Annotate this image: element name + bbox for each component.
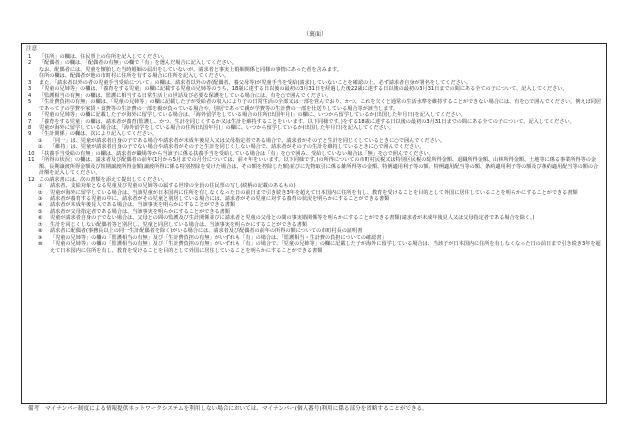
- note-number: 12: [28, 176, 35, 183]
- note-number: 6: [28, 112, 32, 119]
- footer-label: 備考: [28, 406, 40, 412]
- note-number: 10: [28, 150, 35, 157]
- note-text: 児童が海外に留学している場合は、「海外留学をしている場合の住所(出国年月)」の欄に、いつから留学しているか(出国した年月日)を記入してください。: [39, 124, 395, 131]
- note-text: 児童が請求者自身の子でない場合は、父母との間の監護及び生計関係並びに請求者と児童の父母との間の事実婚関係等を明らかにすることができる書類(請求者が未成年後見人又は父母指定者である場合を除く。): [50, 215, 535, 222]
- note-number: ⑦: [38, 221, 43, 228]
- note-text: 「所得の状況」の欄は、請求者及び配偶者の前年(1月から5月までの月分については、前々年をいいます。以下同様です。)の所得についての市町村民税又は特別区民税の総所得金額、退職所得金額、山林所得金額、土地等に係る事業所得等の金額、長期譲渡所得金額及び短期譲渡所得金額(譲渡所得に係る特別控除を受けた場合は、その額を控除した額)並びに先物取引に係る雑所得等の金額、特例適用利子等の額、特例適用配当等の額、条約適用利子等の額及び条約適用配当等の額の合計額を記入してください。: [39, 157, 599, 177]
- footer-text: マイナンバー制度による情報提供ネットワークシステムを利用しない場合においては、マイナンバー(個人番号)利用に係る部分を省略することができる。: [45, 406, 428, 412]
- note-text: 「維持」は、児童が請求者自身の子でない場合や請求者がその子と生計を同じくしない場合で、請求者がその子の生計を維持しているときに○で囲んでください。: [50, 144, 425, 151]
- footer-remark: [28, 406, 618, 413]
- note-text: 「児童の兄姉等」の欄は、「養育をする児童」の欄に記載する児童の兄姉等のうち、18歳に達する日以後の最初の3月31日を経過した後22歳に達する日以後の最初の3月31日までの間にある全ての子について、記入してください。: [39, 86, 568, 93]
- note-number: ⑩: [38, 241, 43, 248]
- note-text: 「監護相当の有無」の欄は、監護に相当する日常生活上の世話及び必要な保護をしている場合には、有を○で囲んでください。: [39, 92, 332, 99]
- note-number: ④: [38, 202, 43, 209]
- note-number: 5: [28, 99, 32, 106]
- note-number: 7: [28, 118, 32, 125]
- notes-box: [21, 43, 607, 404]
- note-number: 2: [28, 60, 32, 67]
- note-number: ①: [38, 183, 43, 190]
- note-number: 9: [28, 131, 32, 138]
- note-number: ②: [38, 189, 43, 196]
- note-text: 「生計関係」の欄は、次により記入してください。: [39, 131, 158, 138]
- note-number: 4: [28, 92, 32, 99]
- notes-list: [26, 54, 602, 254]
- note-number: 3: [28, 86, 32, 93]
- note-text: 請求者が父母指定者である場合は、当該事実を明らかにすることができる書類: [50, 208, 230, 215]
- note-number: 1: [28, 54, 32, 60]
- note-number: ⑤: [38, 208, 43, 215]
- note-text: 「住所」の欄は、住民票上の住所を記入してください。: [39, 54, 168, 60]
- note-text: 「生計費負担の有無」の欄は、「児童の兄姉等」の欄に記載した子が受給者の収入により子の日常生活の全部又は一部を営んでおり、かつ、これを欠くと通常の生活水準を維持することができない場合には、有を○で囲んでください。例えば同居であって子の学費や家賃・食費等の生計費の一部を親が負っている場合や、別居であって親が学費等の生計費の一部を仕送りしている場合等が該当します。: [39, 99, 602, 112]
- note-text: 請求者が未成年後見人である場合は、当該事実を明らかにすることができる書類: [50, 202, 236, 209]
- note-item: [26, 157, 602, 176]
- note-number: 8: [28, 124, 32, 131]
- page-label: （裏面）: [302, 31, 327, 38]
- note-text: この請求書には、次の書類を添えて提出してください。: [39, 176, 168, 183]
- note-number: ⑥: [38, 215, 43, 222]
- note-text: 「同一」は、児童が請求者自身の子である場合や請求者が未成年後見人又は父母指定者である場合で、請求者がその子と生計を同じくしているときに○で囲んでください。: [50, 137, 446, 144]
- note-text: 「児童の兄姉等」の欄に記載した子が海外に留学している場合は、「海外留学をしている場合の住所(出国年月)」の欄に、いつから留学しているか(出国した年月日)を記入してください。: [39, 112, 466, 119]
- note-text: 「扶養手当受給の有無」の欄は、請求者が職場等から当該子に係る扶養手当を受給している場合は「有」を○で囲み、受給していない場合は「無」を○で囲んでください。: [39, 150, 434, 157]
- note-text: 生計を同じくしない配偶者等と別居し、児童と同居している場合は、当該事実を明らかにすることができる書類: [50, 221, 308, 228]
- note-number: 3: [28, 79, 32, 86]
- note-text: なお、配偶者には、児童を懐胎した当時婚姻の届出をしていないが、請求者と事実上婚姻関係と同様の事情にあった者を含みます。: [39, 66, 342, 73]
- note-text: 住所の欄は、配偶者が他の市町村に住所を有する場合に住所を記入してください。: [39, 73, 230, 80]
- note-text: 「養育をする児童」の欄は、請求者が養育(監護し、かつ、生計を同じくするか又は生計を維持することをいいます。以下同様です。)をする18歳に達する日以後の最初の3月31日までの間にある全ての子について、記入してください。: [39, 118, 575, 125]
- note-text: 請求者、支給対象となる児童及び児童の兄姉等の属する世帯の全員の住民票の写し(続柄の記載のあるもの): [50, 183, 296, 190]
- note-text: 児童が海外に留学している場合は、当該児童が日本国内に住所を有しなくなった日の前日まで引き続き3年を超えて日本国内に住所を有し、教育を受けることを目的として外国に居住していることを明らかにすることができる書類: [50, 189, 578, 196]
- note-text: 「児童の兄姉等」の欄の「監護相当の有無」及び「生計費負担の有無」がいずれも「有」の場合で、「児童の兄姉等」の欄に記載した子が海外に留学している場合は、当該子が日本国内に住所を有しなくなった日の前日まで引き続き3年を超えて日本国内に住所を有し、教育を受けることを目的として外国に居住していることを明らかにすることができる書類: [50, 241, 601, 254]
- note-number: ③: [38, 195, 43, 202]
- note-number: ⑨: [38, 234, 43, 241]
- note-number: ⑧: [38, 228, 43, 235]
- note-text: また、「請求者以外の者の児童手当受給について」の欄は、請求者以外の者(配偶者、養父母等)が児童手当を受給(請求)していないことを確認の上、必ず請求者自身が署名をしてください。: [39, 79, 472, 86]
- note-text: 「配偶者」の欄は、「配偶者の有無」の欄で「有」を選んだ場合に記入してください。: [39, 60, 237, 67]
- note-text: 請求者が養育する児童の中に、請求者がその児童と別居している場合には、請求者がその児童に対する養育の状況を明らかにすることができる書類: [50, 195, 390, 202]
- notes-title: 注意: [26, 46, 38, 52]
- note-text: 「児童の兄姉等」の欄の「監護相当の有無」及び「生計費負担の有無」がいずれも「有」の場合は、「監護相当・生計費の負担についての確認書」: [50, 234, 387, 241]
- note-text: 請求者に配偶者(事務長以上の同一生計配偶者を除く)がいる場合には、請求者及び配偶者の前年の所得の額についての市町村長の証明書: [50, 228, 363, 235]
- note-number: 11: [28, 157, 35, 164]
- note-number: ①: [38, 137, 43, 144]
- note-number: ②: [38, 144, 43, 151]
- note-subitem: [26, 241, 602, 254]
- note-item: [26, 99, 602, 112]
